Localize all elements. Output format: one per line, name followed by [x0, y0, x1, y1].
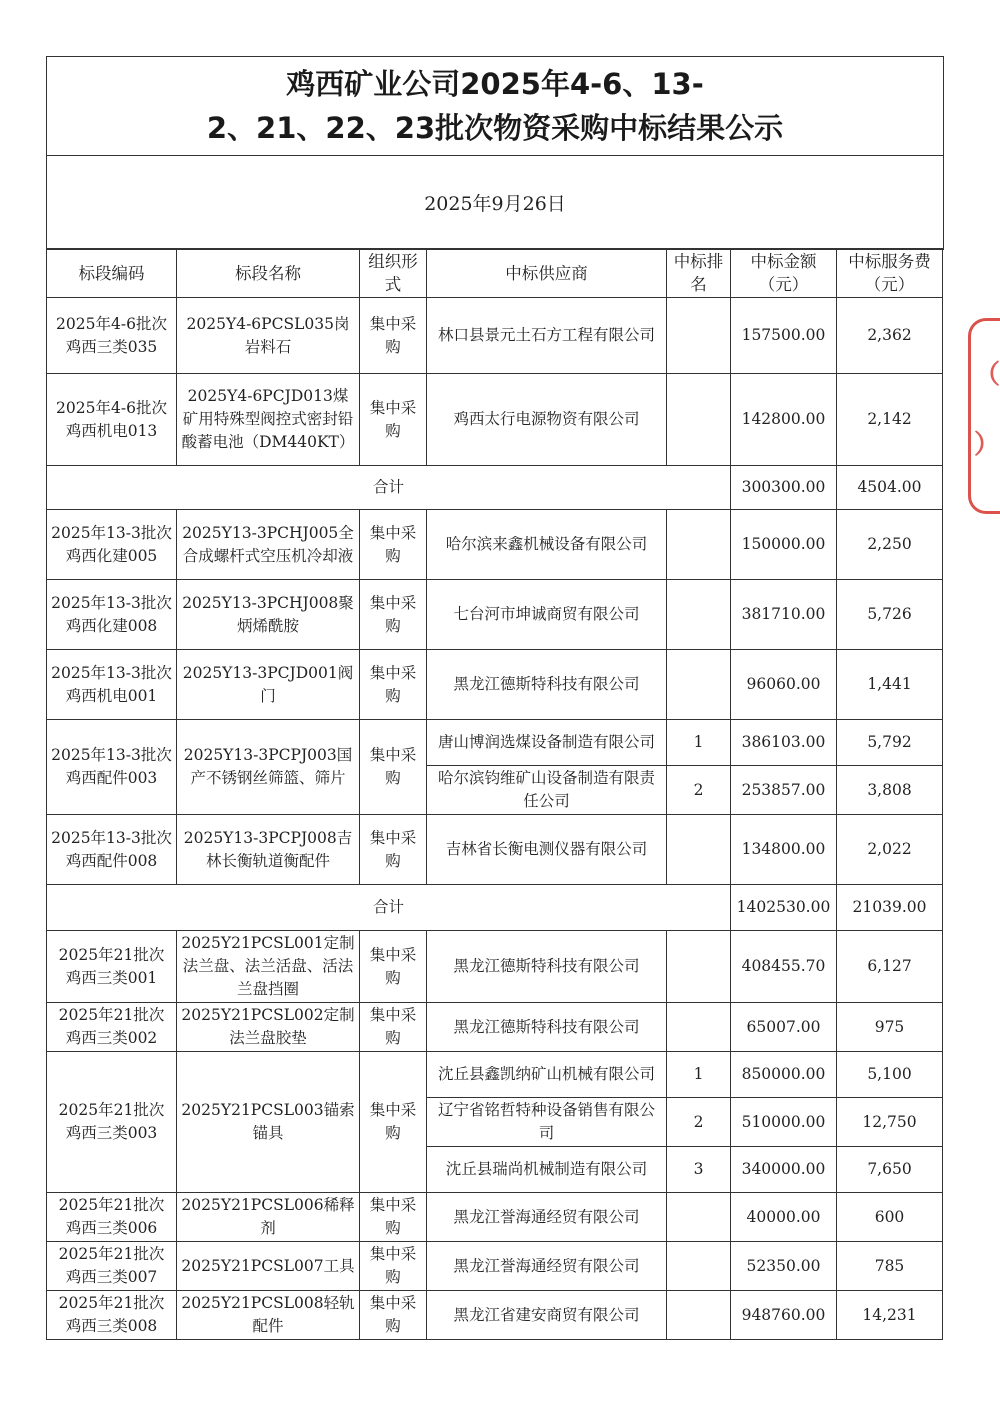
supplier-cell: 唐山博润选煤设备制造有限公司	[427, 720, 667, 766]
amount-cell: 253857.00	[731, 766, 837, 815]
rank-cell	[667, 931, 731, 1003]
amount-cell: 850000.00	[731, 1052, 837, 1098]
lot-code-cell: 2025年21批次鸡西三类001	[47, 931, 177, 1003]
organization-form-cell: 集中采购	[360, 720, 427, 815]
organization-form-cell: 集中采购	[360, 1193, 427, 1242]
lot-name-cell: 2025Y21PCSL007工具	[177, 1242, 360, 1291]
fee-cell: 7,650	[837, 1147, 943, 1193]
organization-form-cell: 集中采购	[360, 580, 427, 650]
organization-form-cell: 集中采购	[360, 1052, 427, 1193]
supplier-cell: 黑龙江誉海通经贸有限公司	[427, 1193, 667, 1242]
supplier-cell: 黑龙江德斯特科技有限公司	[427, 650, 667, 720]
table-row	[47, 580, 943, 650]
header-supplier: 中标供应商	[427, 249, 667, 298]
table-row	[47, 374, 943, 466]
fee-cell: 2,142	[837, 374, 943, 466]
header-form: 组织形式	[360, 249, 427, 298]
lot-name-cell: 2025Y13-3PCHJ008聚炳烯酰胺	[177, 580, 360, 650]
subtotal-amount: 1402530.00	[731, 885, 837, 931]
organization-form-cell: 集中采购	[360, 1242, 427, 1291]
subtotal-row	[47, 466, 943, 510]
lot-name-cell: 2025Y21PCSL003锚索锚具	[177, 1052, 360, 1193]
amount-cell: 142800.00	[731, 374, 837, 466]
rank-cell	[667, 1003, 731, 1052]
organization-form-cell: 集中采购	[360, 815, 427, 885]
supplier-cell: 七台河市坤诚商贸有限公司	[427, 580, 667, 650]
fee-cell: 5,792	[837, 720, 943, 766]
amount-cell: 65007.00	[731, 1003, 837, 1052]
amount-cell: 157500.00	[731, 298, 837, 374]
fee-cell: 3,808	[837, 766, 943, 815]
rank-cell	[667, 815, 731, 885]
lot-name-cell: 2025Y21PCSL006稀释剂	[177, 1193, 360, 1242]
supplier-cell: 吉林省长衡电测仪器有限公司	[427, 815, 667, 885]
rank-cell	[667, 650, 731, 720]
table-row	[47, 931, 943, 1003]
lot-code-cell: 2025年13-3批次鸡西化建008	[47, 580, 177, 650]
table-row	[47, 1003, 943, 1052]
fee-cell: 12,750	[837, 1098, 943, 1147]
subtotal-row	[47, 885, 943, 931]
lot-code-cell: 2025年21批次鸡西三类007	[47, 1242, 177, 1291]
lot-code-cell: 2025年21批次鸡西三类003	[47, 1052, 177, 1193]
organization-form-cell: 集中采购	[360, 1003, 427, 1052]
fee-cell: 1,441	[837, 650, 943, 720]
lot-name-cell: 2025Y13-3PCPJ008吉林长衡轨道衡配件	[177, 815, 360, 885]
subtotal-fee: 4504.00	[837, 466, 943, 510]
amount-cell: 150000.00	[731, 510, 837, 580]
fee-cell: 5,100	[837, 1052, 943, 1098]
rank-cell: 1	[667, 720, 731, 766]
lot-code-cell: 2025年21批次鸡西三类008	[47, 1291, 177, 1340]
table-header-row	[47, 249, 943, 298]
amount-cell: 52350.00	[731, 1242, 837, 1291]
fee-cell: 600	[837, 1193, 943, 1242]
supplier-cell: 哈尔滨来鑫机械设备有限公司	[427, 510, 667, 580]
amount-cell: 510000.00	[731, 1098, 837, 1147]
title-line-2: 2、21、22、23批次物资采购中标结果公示	[206, 111, 784, 145]
table-row	[47, 720, 943, 766]
rank-cell	[667, 580, 731, 650]
lot-name-cell: 2025Y13-3PCJD001阀门	[177, 650, 360, 720]
organization-form-cell: 集中采购	[360, 374, 427, 466]
organization-form-cell: 集中采购	[360, 931, 427, 1003]
title-line-1: 鸡西矿业公司2025年4-6、13-	[286, 67, 704, 101]
rank-cell	[667, 298, 731, 374]
table-row	[47, 1052, 943, 1098]
rank-cell	[667, 510, 731, 580]
rank-cell	[667, 1291, 731, 1340]
subtotal-fee: 21039.00	[837, 885, 943, 931]
header-name: 标段名称	[177, 249, 360, 298]
results-table	[46, 248, 943, 1340]
subtotal-label: 合计	[47, 885, 731, 931]
lot-name-cell: 2025Y21PCSL002定制法兰盘胶垫	[177, 1003, 360, 1052]
table-row	[47, 1242, 943, 1291]
organization-form-cell: 集中采购	[360, 1291, 427, 1340]
lot-name-cell: 2025Y21PCSL008轻轨配件	[177, 1291, 360, 1340]
supplier-cell: 林口县景元土石方工程有限公司	[427, 298, 667, 374]
supplier-cell: 鸡西太行电源物资有限公司	[427, 374, 667, 466]
lot-code-cell: 2025年13-3批次鸡西机电001	[47, 650, 177, 720]
amount-cell: 340000.00	[731, 1147, 837, 1193]
rank-cell	[667, 1193, 731, 1242]
header-fee: 中标服务费（元）	[837, 249, 943, 298]
fee-cell: 2,250	[837, 510, 943, 580]
lot-name-cell: 2025Y13-3PCPJ003国产不锈钢丝筛篮、筛片	[177, 720, 360, 815]
lot-code-cell: 2025年21批次鸡西三类002	[47, 1003, 177, 1052]
organization-form-cell: 集中采购	[360, 510, 427, 580]
header-code: 标段编码	[47, 249, 177, 298]
amount-cell: 381710.00	[731, 580, 837, 650]
fee-cell: 2,022	[837, 815, 943, 885]
amount-cell: 948760.00	[731, 1291, 837, 1340]
amount-cell: 40000.00	[731, 1193, 837, 1242]
table-row	[47, 510, 943, 580]
lot-name-cell: 2025Y13-3PCHJ005全合成螺杆式空压机冷却液	[177, 510, 360, 580]
fee-cell: 2,362	[837, 298, 943, 374]
fee-cell: 5,726	[837, 580, 943, 650]
lot-code-cell: 2025年21批次鸡西三类006	[47, 1193, 177, 1242]
amount-cell: 134800.00	[731, 815, 837, 885]
table-row	[47, 815, 943, 885]
publish-date: 2025年9月26日	[47, 156, 943, 249]
supplier-cell: 辽宁省铭哲特种设备销售有限公司	[427, 1098, 667, 1147]
fee-cell: 785	[837, 1242, 943, 1291]
supplier-cell: 黑龙江誉海通经贸有限公司	[427, 1242, 667, 1291]
subtotal-label: 合计	[47, 466, 731, 510]
lot-code-cell: 2025年13-3批次鸡西化建005	[47, 510, 177, 580]
supplier-cell: 沈丘县鑫凯纳矿山机械有限公司	[427, 1052, 667, 1098]
lot-name-cell: 2025Y4-6PCJD013煤矿用特殊型阀控式密封铅酸蓄电池（DM440KT）	[177, 374, 360, 466]
seal-stamp-text: （ ）	[974, 360, 1000, 460]
rank-cell	[667, 374, 731, 466]
announcement-sheet	[46, 56, 944, 250]
fee-cell: 975	[837, 1003, 943, 1052]
amount-cell: 96060.00	[731, 650, 837, 720]
table-row	[47, 298, 943, 374]
lot-code-cell: 2025年13-3批次鸡西配件003	[47, 720, 177, 815]
supplier-cell: 黑龙江省建安商贸有限公司	[427, 1291, 667, 1340]
supplier-cell: 哈尔滨钧维矿山设备制造有限责任公司	[427, 766, 667, 815]
table-body	[47, 298, 943, 1340]
table-row	[47, 1291, 943, 1340]
header-amount: 中标金额（元）	[731, 249, 837, 298]
rank-cell: 1	[667, 1052, 731, 1098]
lot-code-cell: 2025年13-3批次鸡西配件008	[47, 815, 177, 885]
rank-cell: 2	[667, 766, 731, 815]
amount-cell: 408455.70	[731, 931, 837, 1003]
table-row	[47, 650, 943, 720]
rank-cell	[667, 1242, 731, 1291]
header-rank: 中标排名	[667, 249, 731, 298]
subtotal-amount: 300300.00	[731, 466, 837, 510]
lot-name-cell: 2025Y4-6PCSL035岗岩料石	[177, 298, 360, 374]
lot-code-cell: 2025年4-6批次鸡西机电013	[47, 374, 177, 466]
document-title	[47, 57, 943, 156]
supplier-cell: 黑龙江德斯特科技有限公司	[427, 1003, 667, 1052]
organization-form-cell: 集中采购	[360, 298, 427, 374]
rank-cell: 2	[667, 1098, 731, 1147]
lot-code-cell: 2025年4-6批次鸡西三类035	[47, 298, 177, 374]
fee-cell: 14,231	[837, 1291, 943, 1340]
supplier-cell: 黑龙江德斯特科技有限公司	[427, 931, 667, 1003]
fee-cell: 6,127	[837, 931, 943, 1003]
organization-form-cell: 集中采购	[360, 650, 427, 720]
supplier-cell: 沈丘县瑞尚机械制造有限公司	[427, 1147, 667, 1193]
table-row	[47, 1193, 943, 1242]
rank-cell: 3	[667, 1147, 731, 1193]
lot-name-cell: 2025Y21PCSL001定制法兰盘、法兰活盘、活法兰盘挡圈	[177, 931, 360, 1003]
amount-cell: 386103.00	[731, 720, 837, 766]
